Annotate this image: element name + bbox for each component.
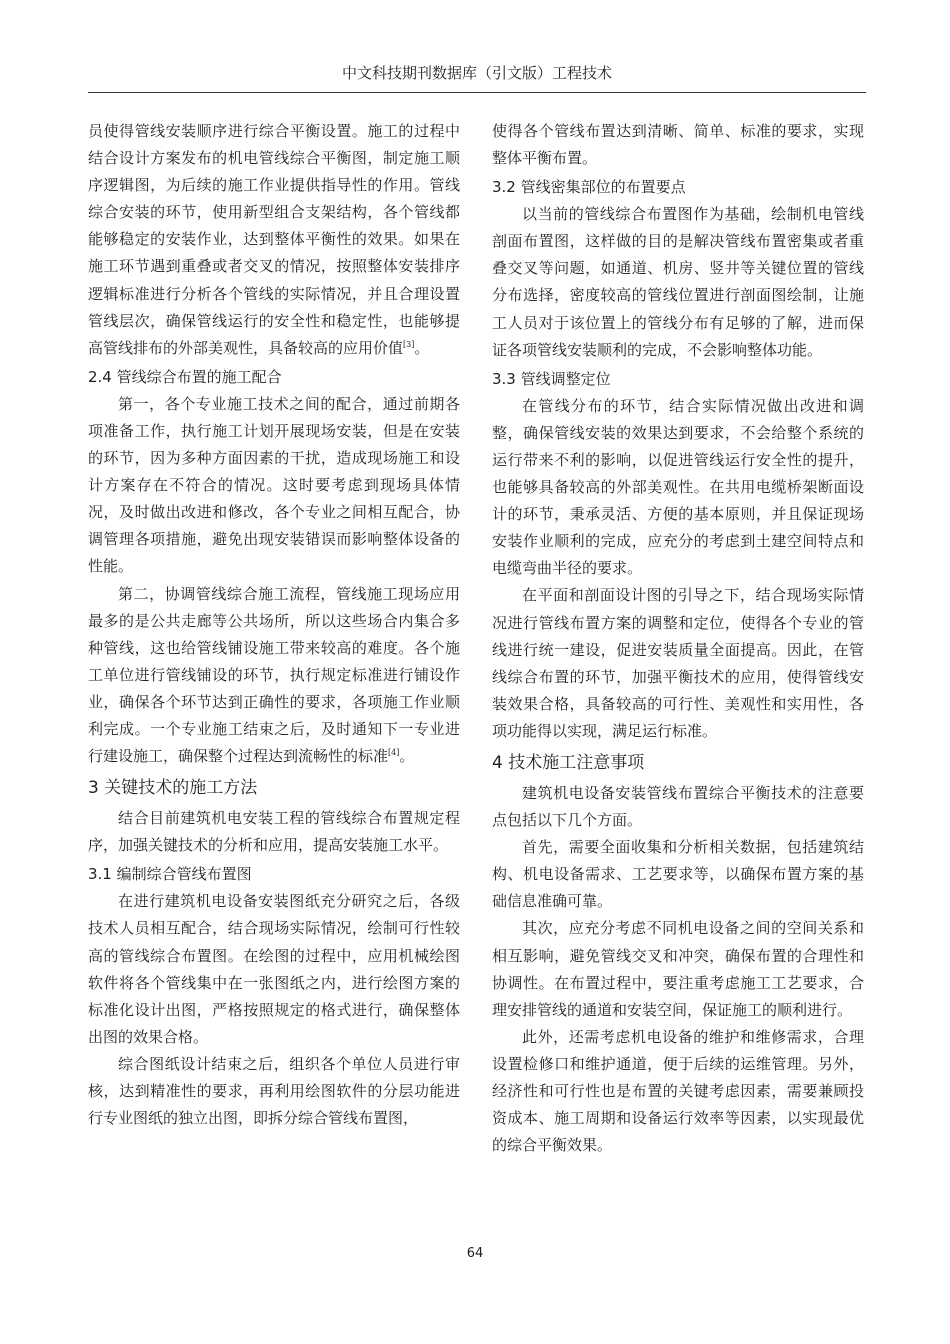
paragraph-continuation: 员使得管线安装顺序进行综合平衡设置。施工的过程中结合设计方案发布的机电管线综合平衡图，制定施工顺序逻辑图，为后续的施工作业提供指导性的作用。管线综合安装的环节，使用新型组合支架结构，各个管线都能够稳定的安装作业，达到整体平衡性的效果。如果在施工环节遇到重叠或者交叉的情况，按照整体安装排序逻辑标准进行分析各个管线的实际情况，并且合理设置管线层次，确保管线运行的安全性和稳定性，也能够提高管线排布的外部美观性，具备较高的应用价值[3]。: [88, 122, 460, 357]
left-column: [88, 118, 460, 1132]
section-heading-2-4: 2.4 管线综合布置的施工配合: [88, 367, 282, 386]
paragraph: 在管线分布的环节，结合实际情况做出改进和调整，确保管线安装的效果达到要求，不会给整个系统的运行带来不利的影响，以促进管线运行安全性的提升，也能够具备较高的外部美观性。在共用电缆桥架断面设计的环节，秉承灵活、方便的基本原则，并且保证现场安装作业顺利的完成，应充分的考虑到土建空间特点和电缆弯曲半径的要求。: [492, 396, 864, 578]
right-column: [492, 118, 864, 1159]
paragraph-continuation: 使得各个管线布置达到清晰、简单、标准的要求，实现整体平衡布置。: [492, 122, 864, 168]
paragraph: 建筑机电设备安装管线布置综合平衡技术的注意要点包括以下几个方面。: [492, 783, 864, 830]
paragraph: 此外，还需考虑机电设备的维护和维修需求，合理设置检修口和维护通道，便于后续的运维管理。另外，经济性和可行性也是布置的关键考虑因素，需要兼顾投资成本、施工周期和设备运行效率等因素，以实现最优的综合平衡效果。: [492, 1027, 864, 1155]
section-heading-4: 4 技术施工注意事项: [492, 752, 645, 773]
paragraph: 结合目前建筑机电安装工程的管线综合布置规定程序，加强关键技术的分析和应用，提高安装施工水平。: [88, 809, 460, 855]
citation-3[interactable]: [3]: [403, 339, 415, 349]
paragraph: 首先，需要全面收集和分析相关数据，包括建筑结构、机电设备需求、工艺要求等，以确保布置方案的基础信息准确可靠。: [492, 838, 864, 911]
paragraph: 第一，各个专业施工技术之间的配合，通过前期各项准备工作，执行施工计划开展现场安装，但是在安装的环节，因为多种方面因素的干扰，造成现场施工和设计方案存在不符合的情况。这时要考虑到现场具体情况，及时做出改进和修改，各个专业之间相互配合，协调管理各项措施，避免出现安装错误而影响整体设备的性能。: [88, 394, 460, 576]
page-number: 64: [466, 1246, 484, 1261]
section-heading-3: 3 关键技术的施工方法: [88, 778, 258, 799]
paragraph: 第二，协调管线综合施工流程，管线施工现场应用最多的是公共走廊等公共场所，所以这些场合内集合多种管线，这也给管线铺设施工带来较高的难度。各个施工单位进行管线铺设的环节，执行规定标准进行铺设作业，确保各个环节达到正确性的要求，各项施工作业顺利完成。一个专业施工结束之后，及时通知下一专业进行建设施工，确保整个过程达到流畅性的标准[4]。: [88, 584, 460, 766]
journal-title: 中文科技期刊数据库（引文版）工程技术: [341, 64, 612, 82]
section-heading-3-3: 3.3 管线调整定位: [492, 369, 611, 388]
paragraph: 在平面和剖面设计图的引导之下，结合现场实际情况进行管线布置方案的调整和定位，使得各个专业的管线进行统一建设，促进安装质量全面提高。因此，在管线综合布置的环节，加强平衡技术的应用，使得管线安装效果合格，具备较高的可行性、美观性和实用性，各项功能得以实现，满足运行标准。: [492, 586, 864, 740]
journal-header: [88, 58, 866, 93]
paragraph: 综合图纸设计结束之后，组织各个单位人员进行审核，达到精准性的要求，再利用绘图软件的分层功能进行专业图纸的独立出图，即拆分综合管线布置图，: [88, 1054, 460, 1128]
section-heading-3-2: 3.2 管线密集部位的布置要点: [492, 178, 686, 197]
section-heading-3-1: 3.1 编制综合管线布置图: [88, 865, 252, 884]
paragraph: 其次，应充分考虑不同机电设备之间的空间关系和相互影响，避免管线交叉和冲突，确保布置的合理性和协调性。在布置过程中，要注重考虑施工工艺要求，合理安排管线的通道和安装空间，保证施工的顺利进行。: [492, 919, 864, 1019]
paragraph: 以当前的管线综合布置图作为基础，绘制机电管线剖面布置图，这样做的目的是解决管线布置密集或者重叠交叉等问题，如通道、机房、竖井等关键位置的管线分布选择，密度较高的管线位置进行剖面图绘制，让施工人员对于该位置上的管线分布有足够的了解，进而保证各项管线安装顺利的完成，不会影响整体功能。: [492, 205, 864, 359]
citation-4[interactable]: [4]: [388, 748, 400, 758]
paragraph: 在进行建筑机电设备安装图纸充分研究之后，各级技术人员相互配合，结合现场实际情况，绘制可行性较高的管线综合布置图。在绘图的过程中，应用机械绘图软件将各个管线集中在一张图纸之内，进行绘图方案的标准化设计出图，严格按照规定的格式进行，确保整体出图的效果合格。: [88, 892, 460, 1046]
